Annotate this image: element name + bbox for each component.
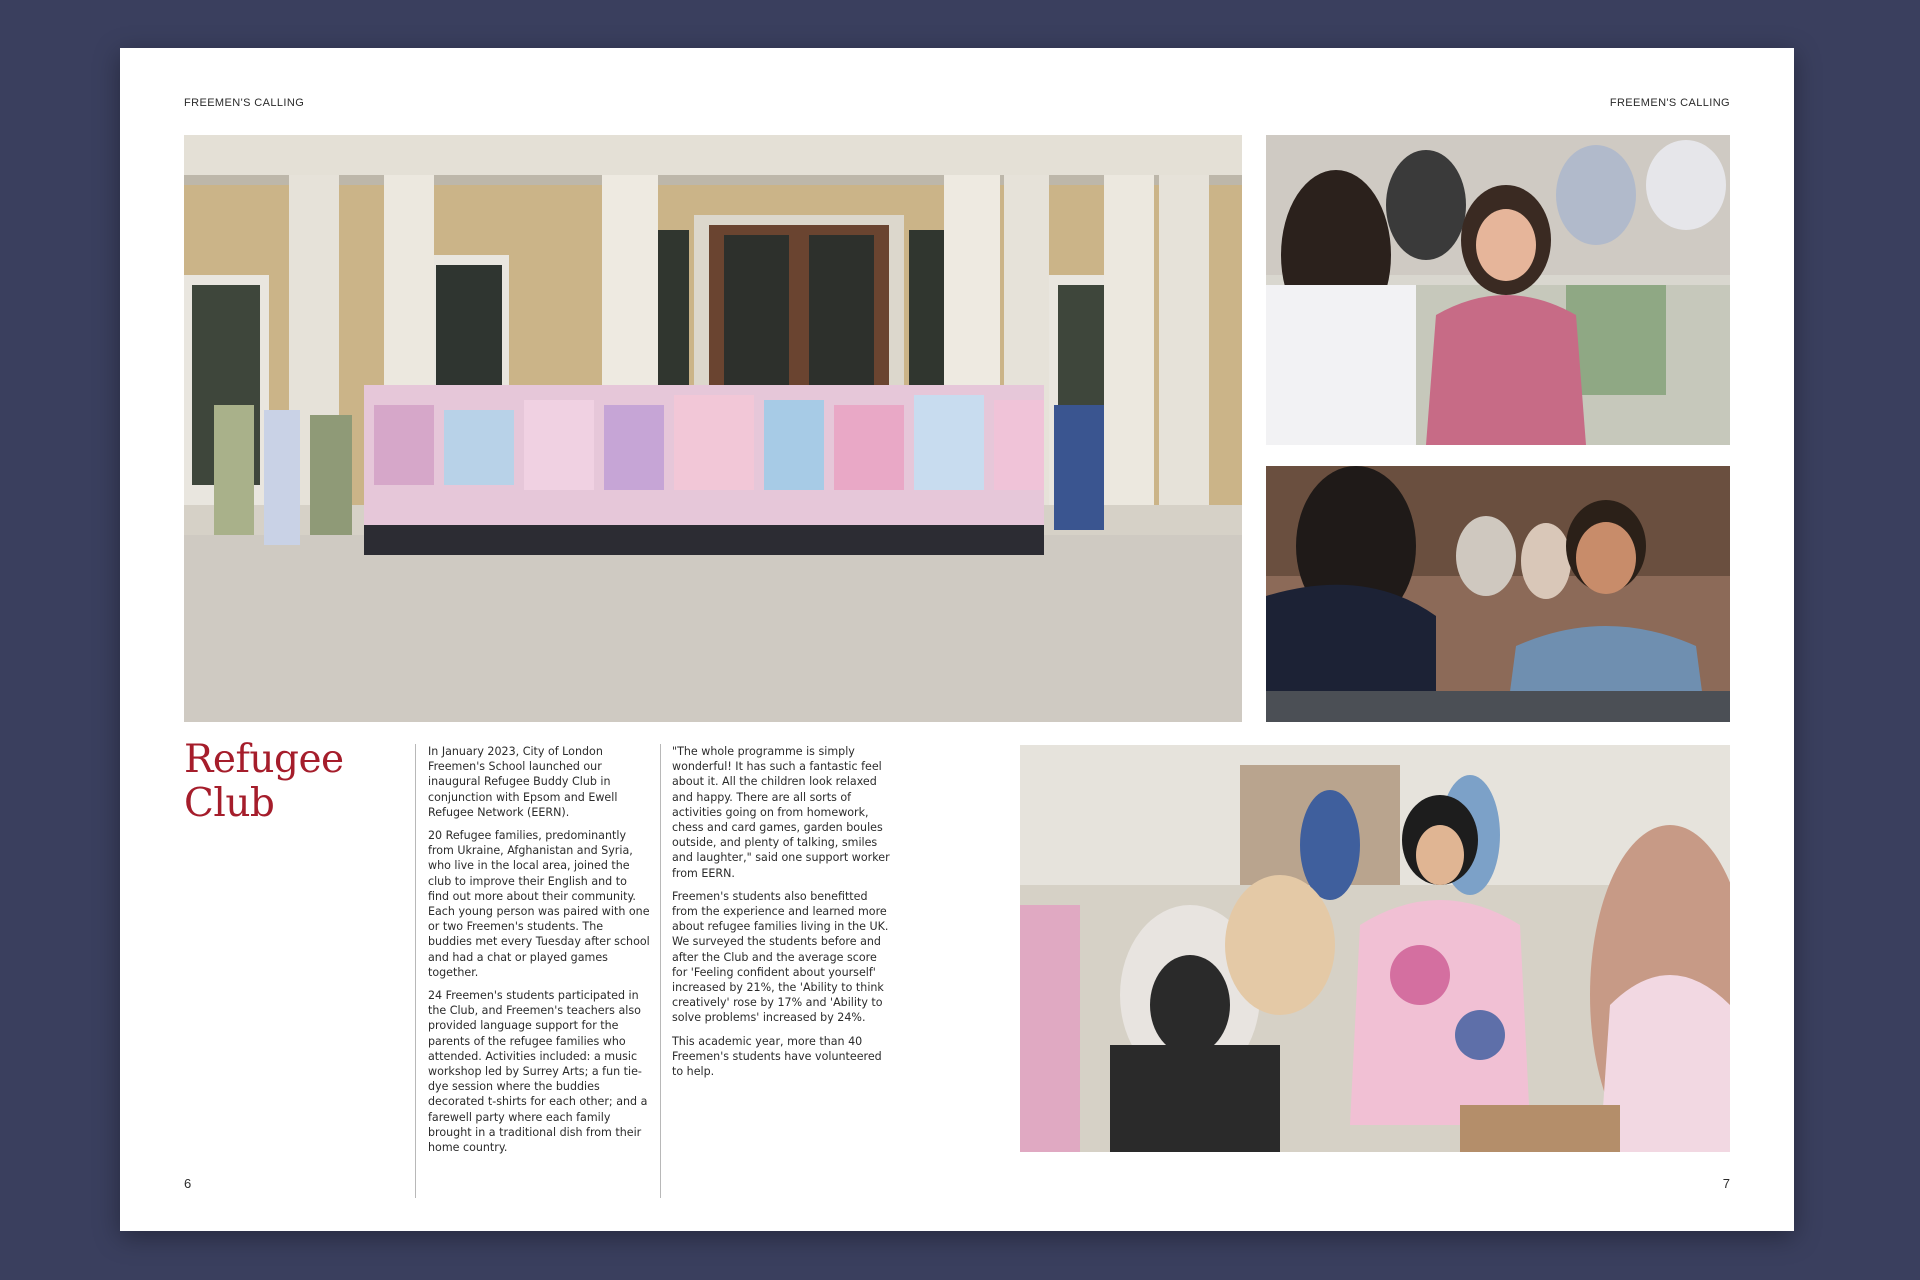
girl-smiling-photo <box>1266 135 1730 445</box>
body-paragraph: This academic year, more than 40 Freemen's students have volunteered to help. <box>672 1034 882 1079</box>
column-rule-2 <box>660 744 661 1198</box>
running-head-left: FREEMEN'S CALLING <box>184 97 305 109</box>
article-title-line1: Refugee <box>184 737 344 782</box>
body-paragraph: Freemen's students also benefitted from the experience and learned more about refugee families living in the UK. We surveyed the students before and after the Club and the average score for 'Feeling confident about yourself' increased by 21%, the 'Ability to think creatively' rose by 17% and 'Ability to solve problems' increased by 24%. <box>672 889 889 1025</box>
article-title-line2: Club <box>184 781 275 826</box>
column-rule-1 <box>415 744 416 1198</box>
article-column-2 <box>672 744 894 1087</box>
group-photo <box>184 135 1242 722</box>
boy-smiling-photo <box>1266 466 1730 722</box>
body-paragraph: In January 2023, City of London Freemen's School launched our inaugural Refugee Buddy Club in conjunction with Epsom and Ewell Refugee Network (EERN). <box>428 745 618 819</box>
article-title <box>184 738 374 826</box>
body-paragraph: 24 Freemen's students participated in the Club, and Freemen's teachers also provided language support for the parents of the refugee families who attended. Activities included: a music workshop led by Surrey Arts; a fun tie-dye session where the buddies decorated t-shirts for each other; and a farewell party where each family brought in a traditional dish from their home country. <box>428 989 648 1155</box>
page-number-left: 6 <box>184 1176 192 1191</box>
body-paragraph: 20 Refugee families, predominantly from Ukraine, Afghanistan and Syria, who live in the local area, joined the club to improve their English and to find out more about their community. Each young person was paired with one or two Freemen's students. The buddies met every Tuesday after school and had a chat or played games together. <box>428 829 650 979</box>
magazine-spread <box>120 48 1794 1231</box>
tie-dye-party-photo <box>1020 745 1730 1152</box>
running-head-right: FREEMEN'S CALLING <box>1609 97 1730 109</box>
page-number-right: 7 <box>1722 1176 1730 1191</box>
article-column-1 <box>428 744 650 1163</box>
body-paragraph: "The whole programme is simply wonderful! It has such a fantastic feel about it. All the children look relaxed and happy. There are all sorts of activities going on from homework, chess and card games, garden boules outside, and plenty of talking, smiles and laughter," said one support worker from EERN. <box>672 745 890 880</box>
